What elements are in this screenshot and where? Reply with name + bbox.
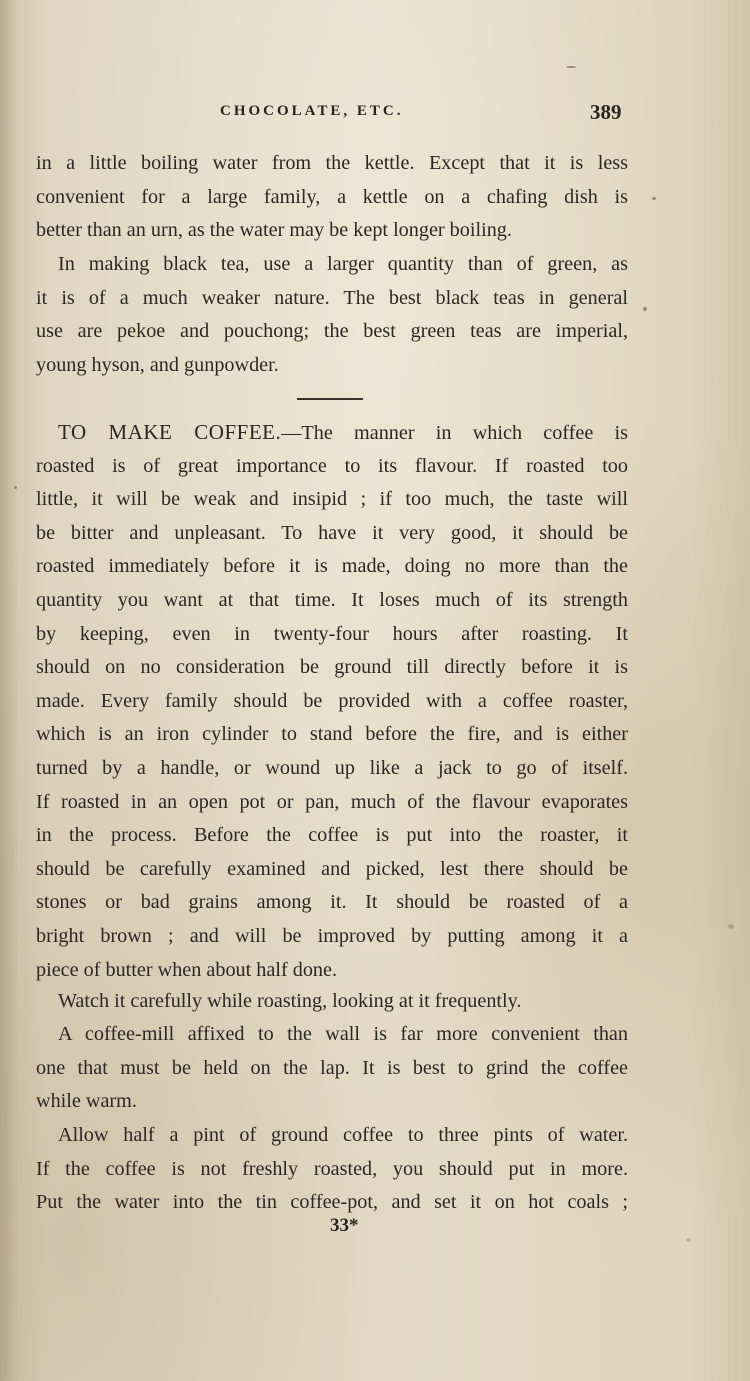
- text-line: in the process. Before the coffee is put into the roaster, it: [36, 824, 628, 847]
- text-line: roasted immediately before it is made, doing no more than the: [36, 555, 628, 578]
- text-line: If roasted in an open pot or pan, much of the flavour evaporates: [36, 790, 628, 813]
- page-number: 389: [590, 100, 622, 124]
- section-divider: [297, 398, 363, 400]
- text-line: piece of butter when about half done.: [36, 958, 338, 981]
- text-line: In making black tea, use a larger quantity than of green, as: [58, 253, 628, 275]
- signature-mark: 33*: [330, 1215, 359, 1236]
- paper-speck: [728, 924, 734, 929]
- text-line: should on no consideration be ground till directly before it is: [36, 656, 628, 679]
- text-line: stones or bad grains among it. It should be roasted of a: [36, 891, 628, 914]
- paper-speck: [643, 307, 647, 311]
- paragraph-make-coffee: [36, 416, 628, 987]
- paragraph-ground-coffee: [36, 1119, 628, 1220]
- text-line: turned by a handle, or wound up like a jack to go of itself.: [36, 756, 628, 779]
- paper-speck: [566, 66, 576, 68]
- text-line: Watch it carefully while roasting, looking at it frequently.: [58, 990, 522, 1012]
- paper-speck: [686, 1238, 691, 1242]
- text-line: better than an urn, as the water may be kept longer boiling.: [36, 219, 512, 242]
- text-line: one that must be held on the lap. It is best to grind the coffee: [36, 1056, 628, 1079]
- text-line: which is an iron cylinder to stand before the fire, and is either: [36, 723, 628, 746]
- text-line: use are pekoe and pouchong; the best green teas are imperial,: [36, 320, 628, 343]
- paper-speck: [652, 197, 656, 200]
- text-line: it is of a much weaker nature. The best black teas in general: [36, 286, 628, 309]
- paragraph-coffee-mill: [36, 1018, 628, 1119]
- text-line: be bitter and unpleasant. To have it very good, it should be: [36, 521, 628, 544]
- text-line: A coffee-mill affixed to the wall is far more convenient than: [58, 1023, 628, 1045]
- text-line: should be carefully examined and picked, lest there should be: [36, 857, 628, 880]
- binding-shadow: [0, 0, 18, 1381]
- text-line: Allow half a pint of ground coffee to three pints of water.: [58, 1124, 628, 1146]
- text-line: by keeping, even in twenty-four hours after roasting. It: [36, 622, 628, 645]
- text-line: while warm.: [36, 1090, 137, 1113]
- section-heading: TO MAKE COFFEE.: [58, 420, 282, 444]
- running-head: CHOCOLATE, ETC.: [220, 103, 404, 119]
- text-line: quantity you want at that time. It loses much of its strength: [36, 588, 628, 611]
- text-line: young hyson, and gunpowder.: [36, 353, 279, 376]
- text-line: Put the water into the tin coffee-pot, and set it on hot coals ;: [36, 1191, 628, 1214]
- text-line: convenient for a large family, a kettle on a chafing dish is: [36, 185, 628, 208]
- paragraph-tea-continued: [36, 147, 628, 248]
- paragraph-black-tea: [36, 248, 628, 382]
- text-line: [36, 416, 628, 450]
- paper-speck: [14, 486, 17, 489]
- text-line: If the coffee is not freshly roasted, you should put in more.: [36, 1157, 628, 1180]
- text-line: bright brown ; and will be improved by putting among it a: [36, 924, 628, 947]
- text-line: little, it will be weak and insipid ; if too much, the taste will: [36, 488, 628, 511]
- heading-line-rest: —The manner in which coffee is: [281, 422, 628, 444]
- text-line: roasted is of great importance to its flavour. If roasted too: [36, 454, 628, 477]
- text-line: made. Every family should be provided with a coffee roaster,: [36, 689, 628, 712]
- text-line: in a little boiling water from the kettle. Except that it is less: [36, 152, 628, 174]
- paragraph-watch-roasting: [36, 985, 628, 1019]
